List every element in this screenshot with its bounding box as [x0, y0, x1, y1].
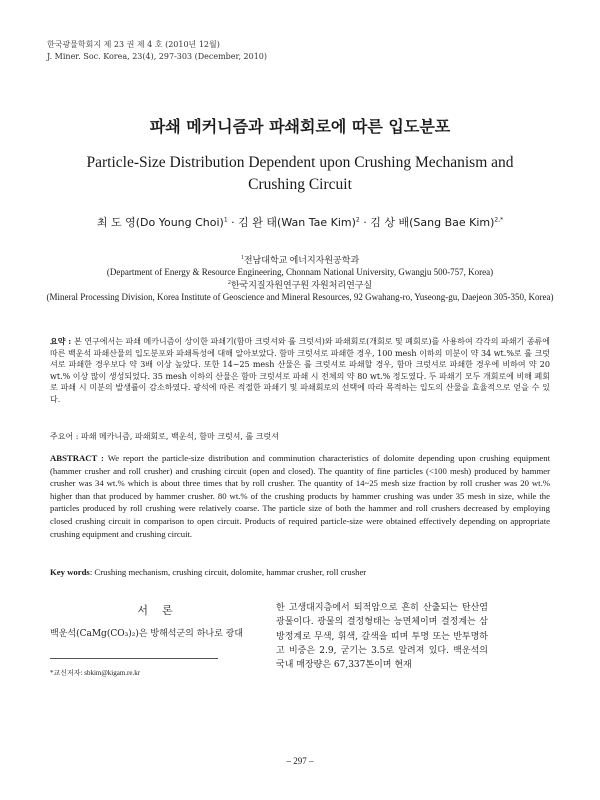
keywords-korean-label: 주요어 : — [50, 432, 81, 441]
corresponding-author-footnote: *교신저자: sbkim@kigam.re.kr — [50, 669, 141, 677]
affiliation-2-mark: 2 — [227, 280, 231, 286]
affiliation-1-english: (Department of Energy & Resource Engineering, Chonnam National University, Gwangju 500-757, Korea) — [106, 267, 494, 277]
author-3: 김 상 배(Sang Bae Kim) — [370, 216, 495, 229]
keywords-english-label: Key words — [50, 567, 90, 577]
author-separator: · — [227, 216, 239, 229]
introduction-text-left: 백운석(CaMg(CO₃)₂)은 방해석군의 하나로 광대 — [50, 629, 244, 639]
title-english: Particle-Size Distribution Dependent upon Crushing Mechanism and Crushing Circuit — [86, 154, 514, 193]
abstract-english — [50, 452, 550, 540]
abstract-english-text: We report the particle-size distribution and comminution characteristics of dolomite depending upon crushing equipment (hammer crusher and roll crusher) and crushing circuit (open and closed). The quantity of fine particles (<100 mesh) produced by hammer crusher was 34 wt.% which is about three times that by roll crusher. The quantity of 14~25 mesh size fraction by roll crusher was 20 wt.% higher than that produced by hammer crusher. 80 wt.% of the crushing products by hammer crushing was under 35 mesh in size, while the particles produced by roll crushing were relatively coarse. The particle size of both the hammer and roll crushers decreased by employing closed crushing circuit in comparison to open circuit. Products of required particle-size were obtained effectively depending on appropriate crushing equipment and crushing circuit. — [50, 453, 550, 539]
abstract-korean-label: 요약 : — [50, 336, 75, 346]
section-heading-introduction: 서론 — [137, 604, 187, 617]
keywords-korean-text: 파쇄 메카니즘, 파쇄회로, 백운석, 함마 크럿셔, 롤 크럿셔 — [80, 432, 279, 441]
affiliation-1-mark: 1 — [240, 255, 244, 261]
author-1: 최 도 영(Do Young Choi) — [96, 216, 224, 229]
affiliation-2-english: (Mineral Processing Division, Korea Institute of Geoscience and Mineral Resources, 92 Gwahang-ro, Yuseong-gu, Daejeon 305-350, Korea) — [46, 292, 554, 302]
page-number: – 297 – — [286, 756, 314, 766]
title-korean: 파쇄 메커니즘과 파쇄회로에 따른 입도분포 — [149, 117, 451, 136]
keywords-english — [50, 567, 550, 577]
affiliation-1-korean: $^1$전남대학교 에너지자원공학과 — [240, 255, 360, 265]
abstract-korean-text: 본 연구에서는 파쇄 메카니즘이 상이한 파쇄기(함마 크럿셔와 롤 크럿셔)와 파쇄회로(개회로 및 폐회로)를 사용하여 각각의 파쇄기 종류에 따른 백운석 파쇄산물의 입도분포와 파쇄특성에 대해 알아보았다. 함마 크럿셔로 파쇄한 경우, 100 mesh 이하의 미분이 약 34 wt.%로 롤 크럿셔로 파쇄한 경우보다 약 3배 이상 높았다. 또한 14~25 mesh 산물은 롤 크럿셔로 파쇄할 경우, 함마 크럿셔로 파쇄한 경우에 비하여 약 20 wt.% 이상 많이 생성되었다. 35 mesh 이하의 산물은 함마 크럿셔로 파쇄 시 전체의 약 80 wt.% 정도였다. 두 파쇄기 모두 개회로에 비해 폐회로 파쇄 시 미분의 발생률이 감소하였다. 광석에 따른 적절한 파쇄기 및 파쇄회로의 선택에 따라 목적하는 입도의 산물을 효율적으로 얻을 수 있다. — [50, 337, 550, 404]
author-separator: · — [359, 216, 371, 229]
journal-header-korean: 한국광물학회지 제 23 권 제 4 호 (2010년 12월) — [47, 40, 220, 49]
journal-header-english: J. Miner. Soc. Korea, 23(4), 297-303 (December, 2010) — [47, 52, 268, 61]
footnote-divider — [50, 658, 218, 659]
author-3-affiliation-mark: 2,* — [494, 216, 504, 224]
keywords-korean — [50, 431, 550, 442]
left-column — [50, 602, 260, 641]
introduction-text-right: 한 고생대지층에서 퇴적암으로 흔히 산출되는 탄산염광물이다. 광물의 결정형태는 능면체이며 결정계는 삼방정계로 무색, 휘색, 갈색을 띠며 투명 또는 반투명하고 비중은 2.9, 굳기는 3.5로 알려져 있다. 백운석의 국내 매장량은 67,337톤이며 현재 — [276, 603, 488, 671]
author-1-affiliation-mark: 1 — [223, 216, 228, 224]
author-2-affiliation-mark: 2 — [355, 216, 360, 224]
abstract-korean — [50, 336, 550, 406]
affiliation-2-korean: $^2$한국지질자원연구원 자원처리연구실 — [227, 280, 373, 290]
keywords-english-text: : Crushing mechanism, crushing circuit, dolomite, hammar crusher, roll crusher — [89, 567, 367, 577]
abstract-english-label: ABSTRACT : — [50, 453, 108, 463]
author-list — [0, 214, 600, 230]
author-2: 김 완 태(Wan Tae Kim) — [238, 216, 356, 229]
